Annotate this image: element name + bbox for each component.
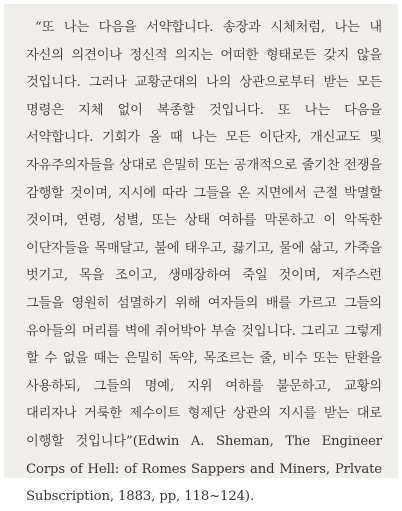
oath-quote-paragraph: “또 나는 다음을 서약합니다. 송장과 시체처럼, 나는 내 자신의 의견이나 정신적 의지는 어떠한 형태로든 갖지 않을 것입니다. 그러나 교황군대의 나의 상관으로부터 받는 모든 명령은 지체 없이 복종할 것입니다. 또 나는 다음을 서약합니다. 기회가 올 때 나는 모든 이단자, 개신교도 및 자유주의자들을 상대로 은밀히 또는 공개적으로 줄기찬 전쟁을 감행할 것이며, 지시에 따라 그들을 온 지면에서 근절 박멸할 것이며, 연령, 성별, 또는 상태 여하를 막론하고 이 악독한 이단자들을 목매달고, 불에 태우고, 끓기고, 물에 삶고, 가죽을 벗기고, 목을 조이고, 생매장하여 죽일 것이며, 저주스런 그들을 영원히 섬멸하기 위해 여자들의 배를 가르고 그들의 유아들의 머리를 벽에 쥐어박아 부술 것입니다. 그리고 그렇게 할 수 없을 때는 은밀히 독약, 목조르는 줄, 비수 또는 탄환을 사용하되, 그들의 명예, 지위 여하를 불문하고, 교황의 대리자나 거룩한 제수이트 형제단 상관의 지시를 받는 대로 이행할 것입니다”(Edwin A. Sheman, The Engineer Corps of Hell: of Romes Sappers and Miners, Prlvate Subscription, 1883, pp, 118~124). bbox=[26, 20, 382, 505]
document-page bbox=[4, 4, 398, 505]
